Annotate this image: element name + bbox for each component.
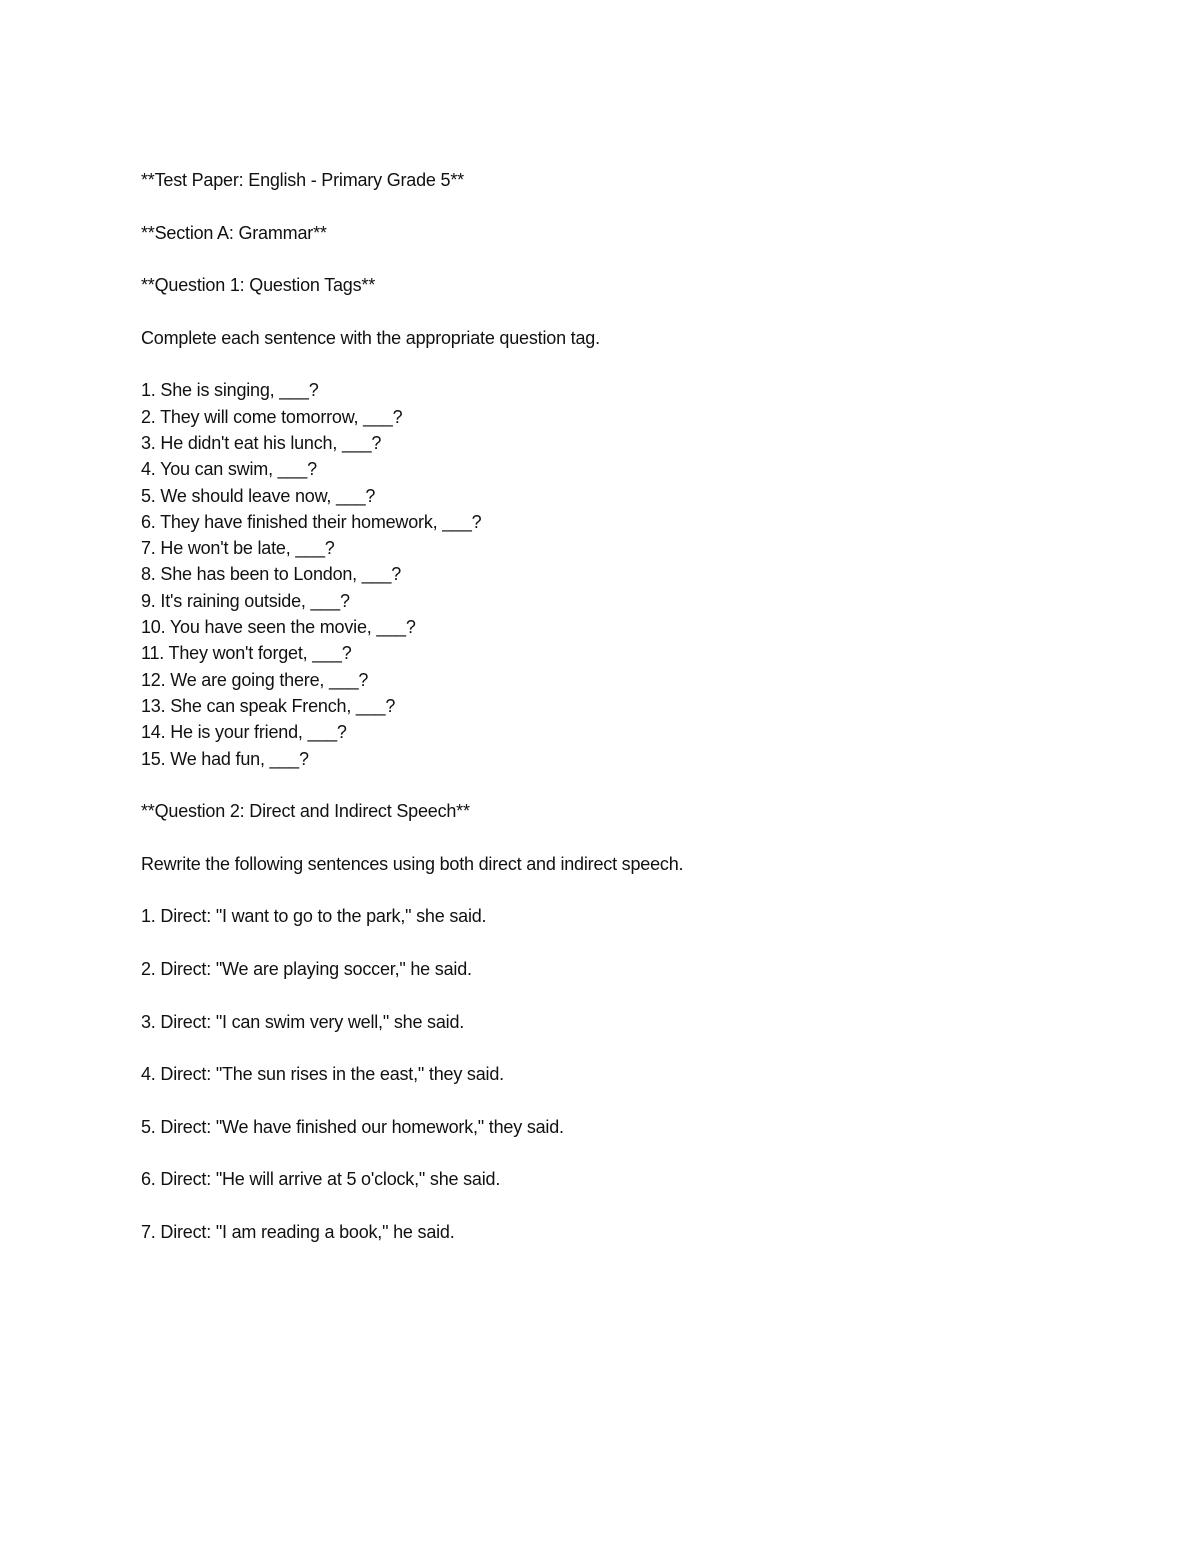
question-item: 2. They will come tomorrow, ___? — [141, 406, 403, 427]
question-item: 4. You can swim, ___? — [141, 459, 317, 480]
question-item: 11. They won't forget, ___? — [141, 643, 352, 664]
speech-item: 5. Direct: "We have finished our homework," they said. — [141, 1116, 564, 1137]
spacer — [141, 824, 1121, 850]
spacer — [141, 1140, 1121, 1166]
spacer — [141, 351, 1121, 377]
spacer — [141, 193, 1121, 219]
question-item: 14. He is your friend, ___? — [141, 722, 347, 743]
spacer — [141, 1087, 1121, 1113]
speech-item: 7. Direct: "I am reading a book," he said. — [141, 1221, 455, 1242]
section-heading: **Section A: Grammar** — [141, 222, 327, 243]
question-item: 6. They have finished their homework, ___? — [141, 511, 482, 532]
question-2-list — [141, 903, 1121, 1245]
question-item: 5. We should leave now, ___? — [141, 485, 376, 506]
question-1-list — [141, 377, 1121, 771]
question-1-heading: **Question 1: Question Tags** — [141, 275, 376, 296]
spacer — [141, 877, 1121, 903]
speech-item: 3. Direct: "I can swim very well," she said. — [141, 1011, 465, 1032]
spacer — [141, 298, 1121, 324]
document-content — [141, 167, 1121, 1245]
speech-item: 1. Direct: "I want to go to the park," she said. — [141, 906, 487, 927]
question-2-instruction: Rewrite the following sentences using both direct and indirect speech. — [141, 853, 684, 874]
question-item: 1. She is singing, ___? — [141, 380, 319, 401]
speech-item: 2. Direct: "We are playing soccer," he said. — [141, 958, 472, 979]
spacer — [141, 1035, 1121, 1061]
question-1-instruction: Complete each sentence with the appropriate question tag. — [141, 327, 600, 348]
speech-item: 6. Direct: "He will arrive at 5 o'clock," she said. — [141, 1169, 501, 1190]
spacer — [141, 982, 1121, 1008]
question-item: 3. He didn't eat his lunch, ___? — [141, 432, 382, 453]
spacer — [141, 246, 1121, 272]
spacer — [141, 772, 1121, 798]
question-item: 8. She has been to London, ___? — [141, 564, 402, 585]
question-item: 13. She can speak French, ___? — [141, 695, 396, 716]
question-item: 9. It's raining outside, ___? — [141, 590, 350, 611]
spacer — [141, 1193, 1121, 1219]
speech-item: 4. Direct: "The sun rises in the east," they said. — [141, 1064, 504, 1085]
question-item: 15. We had fun, ___? — [141, 748, 309, 769]
question-item: 7. He won't be late, ___? — [141, 538, 335, 559]
question-2-heading: **Question 2: Direct and Indirect Speech** — [141, 801, 470, 822]
question-item: 12. We are going there, ___? — [141, 669, 369, 690]
spacer — [141, 930, 1121, 956]
question-item: 10. You have seen the movie, ___? — [141, 617, 416, 638]
document-title: **Test Paper: English - Primary Grade 5** — [141, 170, 464, 190]
